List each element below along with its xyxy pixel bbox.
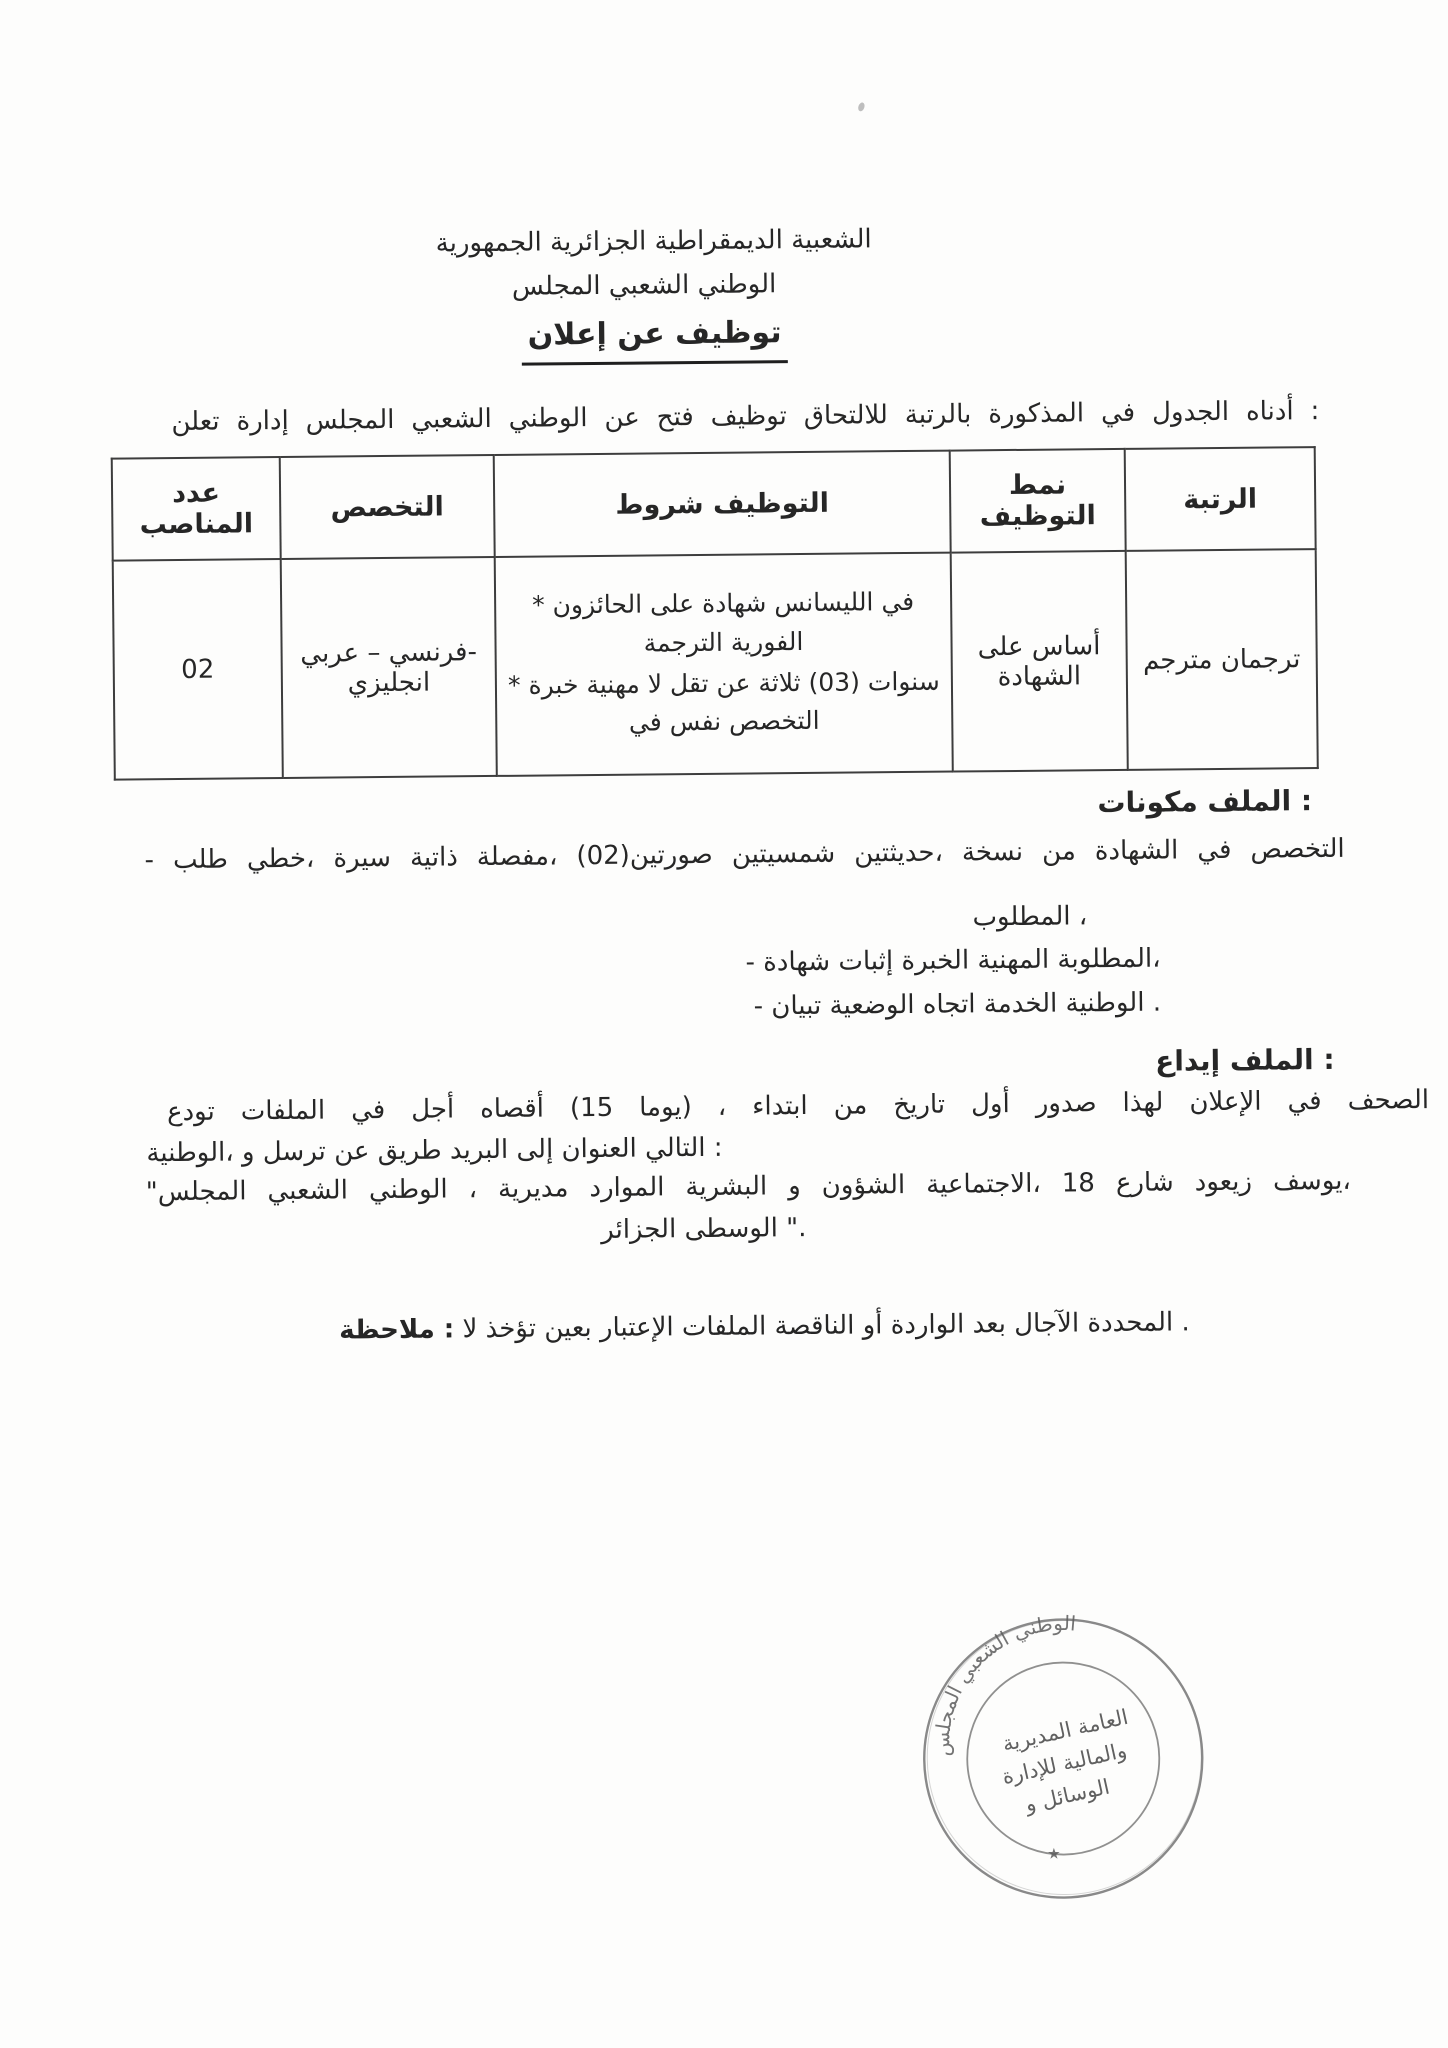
condition-item: * ‎الحائزون ‎على ‎شهادة ‎الليسانس ‎في ‎الترجمة ‎الفورية (531, 586, 915, 658)
condition-item: * ‎خبرة ‎مهنية ‎لا ‎تقل ‎عن ‎ثلاثة ‎(03) ‎سنوات ‎في ‎نفس ‎التخصص (507, 666, 940, 737)
republic-header: الجمهورية ‎الجزائرية ‎الديمقراطية ‎الشعبية (435, 224, 872, 259)
col-header-conditions: شروط ‎التوظيف (494, 451, 951, 557)
file-components-line: - ‎شهادة ‎إثبات ‎الخبرة ‎المهنية ‎المطلوبة، (745, 943, 1161, 978)
file-components-line: المطلوب ‎، (972, 901, 1088, 933)
scan-speck (857, 102, 866, 112)
file-deposit-line: "المجلس ‎الشعبي ‎الوطني ‎، ‎مديرية ‎الموارد ‎البشرية ‎و ‎الشؤون ‎الاجتماعية، ‎18 ‎شارع ‎زيعود ‎يوسف، (145, 1165, 1351, 1208)
table-header-row (112, 447, 1316, 561)
stamp-center-line: و ‎الوسائل (1022, 1774, 1112, 1817)
page-title-text: إعلان ‎عن ‎توظيف (521, 313, 787, 365)
stamp-center-line: للإدارة ‎والمالية (999, 1737, 1129, 1789)
note-text: لا ‎تؤخذ ‎بعين ‎الإعتبار ‎الملفات ‎الناقصة ‎أو ‎الواردة ‎بعد ‎الآجال ‎المحددة ‎. (462, 1307, 1190, 1345)
stamp-ring-text: المجلس ‎الشعبي ‎الوطني (930, 1610, 1077, 1757)
file-components-heading: مكونات ‎الملف ‎: (1097, 784, 1313, 820)
file-deposit-heading: إيداع ‎الملف ‎: (1155, 1042, 1335, 1078)
cell-employment-mode: على ‎أساس ‎الشهادة (951, 551, 1128, 772)
page-title (384, 312, 924, 367)
cell-conditions (495, 553, 953, 776)
note-line (339, 1305, 1190, 1347)
cell-specialization: عربي ‎– ‎فرنسي- ‎انجليزي (281, 557, 497, 778)
file-components-line: - ‎تبيان ‎الوضعية ‎اتجاه ‎الخدمة ‎الوطنية ‎. (753, 987, 1162, 1022)
col-header-specialization: التخصص (280, 455, 495, 559)
stamp-center-text (993, 1705, 1144, 1820)
file-deposit-line: الوطنية، ‎و ‎ترسل ‎عن ‎طريق ‎البريد ‎إلى ‎العنوان ‎التالي ‎: (146, 1132, 723, 1169)
intro-line: تعلن ‎إدارة ‎المجلس ‎الشعبي ‎الوطني ‎عن ‎فتح ‎توظيف ‎للالتحاق ‎بالرتبة ‎المذكورة ‎في ‎الجدول ‎أدناه ‎: (171, 396, 1320, 438)
file-deposit-line: الجزائر ‎الوسطى ‎". (601, 1212, 807, 1245)
file-deposit-line: تودع ‎الملفات ‎في ‎أجل ‎أقصاه ‎(15 ‎يوما) ‎، ‎ابتداء ‎من ‎تاريخ ‎أول ‎صدور ‎لهذا ‎الإعلان ‎في ‎الصحف (166, 1085, 1430, 1128)
col-header-rank: الرتبة (1125, 447, 1316, 551)
col-header-positions-count: عدد ‎المناصب (112, 457, 281, 561)
cell-positions-count: 02 (113, 559, 283, 780)
col-header-employment-mode: نمط ‎التوظيف (950, 449, 1126, 553)
cell-rank: مترجم ‎ترجمان (1126, 549, 1318, 770)
official-stamp (912, 1607, 1215, 1910)
note-label: ملاحظة ‎: (338, 1314, 455, 1346)
council-header: المجلس ‎الشعبي ‎الوطني (511, 269, 777, 302)
stamp-center-line: المديرية ‎العامة (1000, 1704, 1131, 1757)
stamp-star-icon: ★ (1047, 1844, 1061, 1863)
table-row (113, 549, 1318, 780)
file-components-line: - ‎طلب ‎خطي، ‎سيرة ‎ذاتية ‎مفصلة، ‎صورتين(02) ‎شمسيتين ‎حديثتين، ‎نسخة ‎من ‎الشهادة ‎في ‎التخصص (144, 833, 1345, 876)
recruitment-table (111, 446, 1319, 781)
